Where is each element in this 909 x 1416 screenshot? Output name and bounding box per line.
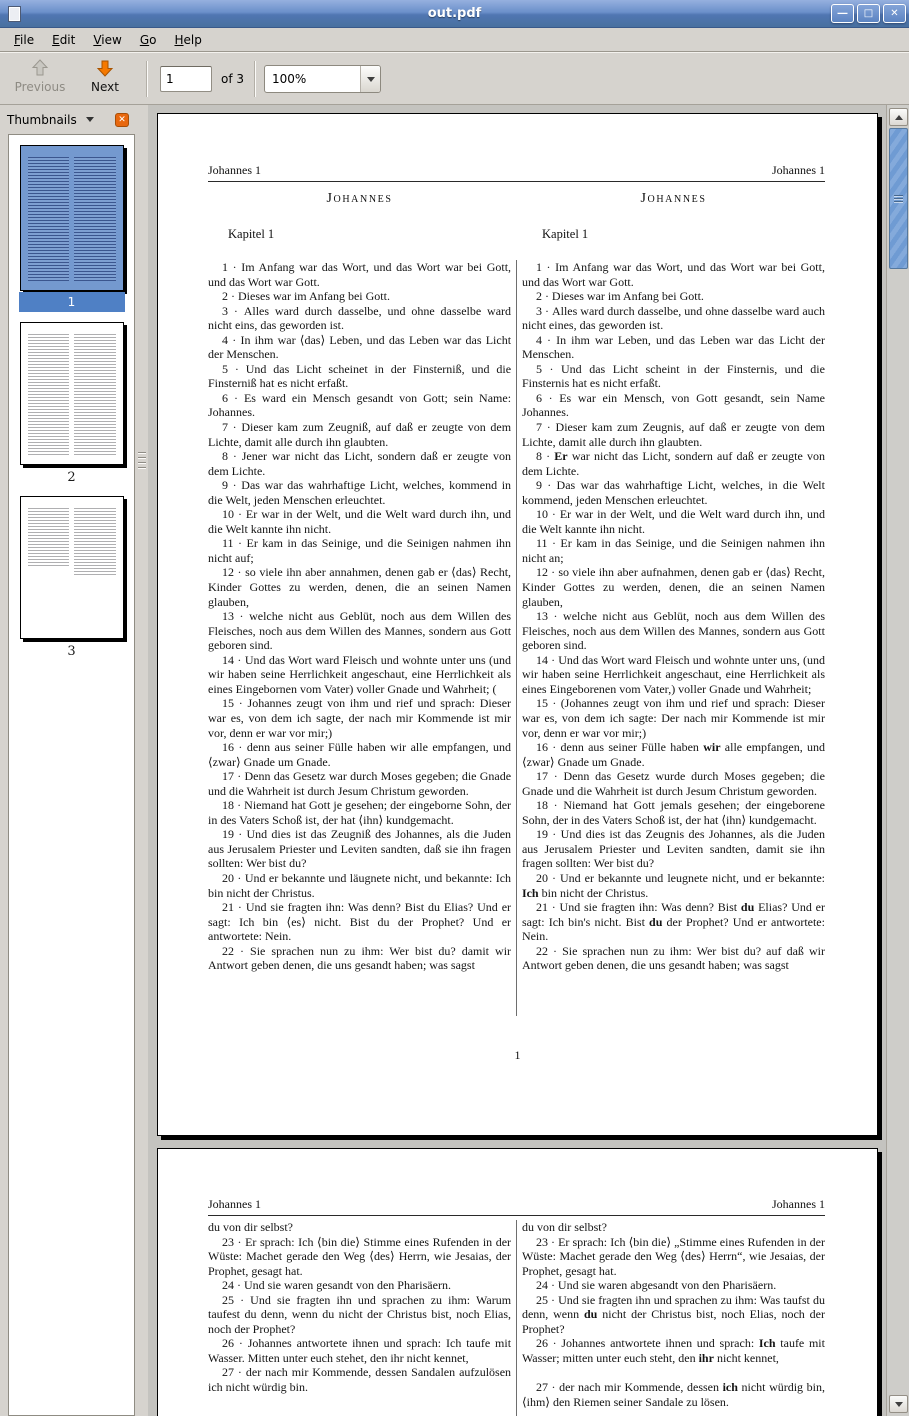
verse-5: 5 · Und das Licht scheinet in der Finsterniß, und die Finsterniß hat es nicht erfaßt.: [208, 361, 512, 391]
sidebar: [0, 104, 136, 1416]
toolbar: [0, 53, 909, 104]
menu-item-edit[interactable]: Edit: [52, 32, 76, 47]
verse-14: 14 · Und das Wort ward Fleisch und wohnte unter uns, (und wir haben seine Herrlichkeit angeschaut, eine Herrlichkeit als eines Eingeborenen vom Vater,) voller Gnade und Wahrheit;: [521, 652, 825, 696]
verse-1: 1 · Im Anfang war das Wort, und das Wort war bei Gott, und das Wort war Gott.: [521, 260, 825, 289]
scrollbar-thumb[interactable]: [889, 128, 908, 269]
verse-22: 22 · Sie sprachen nun zu ihm: Wer bist du? auf daß wir Antwort geben denen, die uns gesandt haben; was sagst: [521, 943, 825, 973]
menu-item-help[interactable]: Help: [174, 32, 202, 47]
previous-arrow-icon: [30, 58, 50, 78]
verse-continuation: du von dir selbst?: [208, 1220, 293, 1234]
verse-10: 10 · Er war in der Welt, und die Welt ward durch ihn, und die Welt kannte ihn nicht.: [521, 507, 825, 536]
page2-column-right: [522, 1220, 825, 1416]
verse-20: 20 · Und er bekannte und leugnete nicht, und er bekannte: Ich bin nicht der Christus.: [521, 870, 825, 900]
page1-column-left: [208, 260, 511, 1016]
previous-label: Previous: [14, 80, 66, 94]
verse-16: 16 · denn aus seiner Fülle haben wir alle empfangen, und ⟨zwar⟩ Gnade um Gnade.: [208, 740, 512, 769]
verse-3: 3 · Alles ward durch dasselbe, und ohne dasselbe ward auch nicht eines, das geworden ist.: [521, 303, 825, 333]
verse-24: 24 · Und sie waren gesandt von den Pharisäern.: [222, 1278, 451, 1293]
verse-21: 21 · Und sie fragten ihn: Was denn? Bist du Elias? Und er sagt: Ich bin's nicht. Bist du der Prophet? Und er antwortete: Nein.: [521, 900, 825, 944]
page-number-footer: 1: [514, 1048, 521, 1062]
verse-6: 6 · Es war ein Mensch, von Gott gesandt, sein Name Johannes.: [521, 390, 825, 420]
verse-3: 3 · Alles ward durch dasselbe, und ohne dasselbe ward nicht eins, das geworden ist.: [208, 303, 512, 333]
verse-7: 7 · Dieser kam zum Zeugniß, auf daß er zeugte von dem Lichte, damit alle durch ihn glaubten.: [208, 420, 512, 449]
verse-18: 18 · Niemand hat Gott je gesehen; der eingeborne Sohn, der in des Vaters Schoß ist, der hat ⟨ihn⟩ kundgemacht.: [208, 798, 512, 827]
verse-17: 17 · Denn das Gesetz wurde durch Moses gegeben; die Gnade und die Wahrheit ist durch Jesum Christum geworden.: [521, 769, 825, 798]
verse-8: 8 · Jener war nicht das Licht, sondern daß er zeugte von dem Lichte.: [208, 449, 512, 478]
verse-4: 4 · In ihm war ⟨das⟩ Leben, und das Leben war das Licht der Menschen.: [208, 332, 512, 362]
arrow-up-icon: [895, 115, 903, 120]
verse-25: 25 · Und sie fragten ihn und sprachen zu ihm: Warum taufest du denn, wenn du nicht der Christus bist, noch Elias, noch der Prophet?: [208, 1292, 512, 1336]
verse-19: 19 · Und dies ist das Zeugniß des Johannes, als die Juden aus Jerusalem Priester und Leviten sandten, daß sie ihn fragen sollten: Wer bist du?: [208, 827, 512, 871]
verse-5: 5 · Und das Licht scheint in der Finsternis, und die Finsternis hat es nicht erfaßt.: [521, 361, 825, 391]
page-count-label: of 3: [221, 72, 245, 86]
verse-7: 7 · Dieser kam zum Zeugnis, auf daß er zeugte von dem Lichte, damit alle durch ihn glaubten.: [521, 420, 825, 449]
menu-item-view[interactable]: View: [93, 32, 122, 47]
splitter-grip-icon: [138, 452, 146, 468]
page2-column-left: [208, 1220, 511, 1416]
scroll-down-button[interactable]: [889, 1395, 908, 1413]
chevron-down-icon[interactable]: [86, 117, 94, 122]
verse-18: 18 · Niemand hat Gott jemals gesehen; der eingeborene Sohn, der in des Vaters Schoß ist, der hat ⟨ihn⟩ kundgemacht.: [521, 798, 825, 827]
minimize-button[interactable]: ―: [831, 4, 854, 23]
thumbnail-label-1: 1: [19, 292, 125, 312]
next-arrow-icon: [95, 58, 115, 78]
arrow-down-icon: [895, 1402, 903, 1407]
verse-20: 20 · Und er bekannte und läugnete nicht, und bekannte: Ich bin nicht der Christus.: [208, 870, 512, 900]
chevron-down-icon: [367, 77, 375, 82]
verse-13: 13 · welche nicht aus Geblüt, noch aus dem Willen des Fleisches, noch aus dem Willen des Mannes, sondern aus Gott geboren sind.: [521, 609, 825, 653]
verse-11: 11 · Er kam in das Seinige, und die Seinigen nahmen ihn nicht auf;: [208, 536, 512, 565]
verse-21: 21 · Und sie fragten ihn: Was denn? Bist du Elias? Und er sagt: Ich bin ⟨es⟩ nicht. Bist du der Prophet? Und er antwortete: Nein.: [208, 900, 512, 944]
running-header-left: Johannes 1: [208, 1197, 261, 1211]
next-label: Next: [91, 80, 119, 94]
running-header-right: Johannes 1: [772, 1197, 825, 1211]
menu-item-file[interactable]: File: [14, 32, 35, 47]
scrollbar-grip-icon: [894, 195, 903, 196]
scroll-up-button[interactable]: [889, 108, 908, 126]
verse-15: 15 · Johannes zeugt von ihm und rief und sprach: Dieser war es, von dem ich sagte, der nach mir Kommende ist mir vor, denn er war vor mir;): [208, 696, 512, 740]
book-title-right: Johannes: [640, 191, 707, 206]
verse-12: 12 · so viele ihn aber aufnahmen, denen gab er ⟨das⟩ Recht, Kinder Gottes zu werden, denen, die an seinen Namen glauben,: [521, 565, 825, 609]
toolbar-separator: [146, 61, 148, 97]
thumbnail-item-3[interactable]: [20, 496, 124, 660]
zoom-dropdown-button[interactable]: [360, 66, 380, 92]
previous-button: [8, 58, 72, 94]
menu-item-go[interactable]: Go: [139, 32, 157, 47]
verse-24: 24 · Und sie waren abgesandt von den Pharisäern.: [535, 1278, 777, 1293]
book-title-left: Johannes: [326, 191, 393, 206]
page1-column-right: [522, 260, 825, 1016]
next-button[interactable]: [80, 58, 130, 94]
header-rule: [208, 1215, 825, 1216]
titlebar: [0, 0, 909, 28]
verse-17: 17 · Denn das Gesetz war durch Moses gegeben; die Gnade und die Wahrheit ist durch Jesum Christum geworden.: [208, 769, 512, 798]
vertical-scrollbar[interactable]: [886, 104, 909, 1416]
sidebar-header: [0, 105, 136, 134]
verse-10: 10 · Er war in der Welt, und die Welt ward durch ihn, und die Welt kannte ihn nicht.: [208, 507, 512, 536]
thumbnail-page-2[interactable]: [20, 322, 124, 465]
verse-23: 23 · Er sprach: Ich ⟨bin die⟩ Stimme eines Rufenden in der Wüste: Machet gerade den Weg ⟨des⟩ Herrn, wie Jesaias, der Prophet, gesagt hat.: [208, 1234, 512, 1278]
pdf-page-2: [157, 1148, 878, 1416]
verse-27: 27 · der nach mir Kommende, dessen ich nicht würdig bin, ⟨ihm⟩ den Riemen seiner Sandale zu lösen.: [521, 1380, 825, 1409]
verse-2: 2 · Dieses war im Anfang bei Gott.: [535, 289, 704, 304]
verse-1: 1 · Im Anfang war das Wort, und das Wort war bei Gott, und das Wort war Gott.: [208, 260, 512, 289]
verse-23: 23 · Er sprach: Ich ⟨bin die⟩ „Stimme eines Rufenden in der Wüste: Machet gerade den Weg ⟨des⟩ Herrn“, wie Jesaias, der Prophet, gesagt hat.: [521, 1234, 825, 1278]
verse-14: 14 · Und das Wort ward Fleisch und wohnte unter uns (und wir haben seine Herrlichkeit angeschaut, eine Herrlichkeit als eines Eingebornen vom Vater) voller Gnade und Wahrheit; (: [208, 652, 512, 696]
verse-4: 4 · In ihm war Leben, und das Leben war das Licht der Menschen.: [521, 332, 825, 362]
verse-15: 15 · (Johannes zeugt von ihm und rief und sprach: Dieser war es, von dem ich sagte: Der nach mir Kommende ist mir vor, denn er war vor mir;): [521, 696, 825, 740]
verse-27: 27 · der nach mir Kommende, dessen Sandalen aufzulösen ich nicht würdig bin.: [208, 1365, 512, 1395]
verse-8: 8 · Er war nicht das Licht, sondern auf daß er zeugte von dem Lichte.: [521, 449, 825, 478]
verse-16: 16 · denn aus seiner Fülle haben wir alle empfangen, und ⟨zwar⟩ Gnade um Gnade.: [521, 740, 825, 769]
running-header-left: Johannes 1: [208, 163, 261, 177]
verse-11: 11 · Er kam in das Seinige, und die Seinigen nahmen ihn nicht an;: [521, 536, 825, 565]
zoom-value: 100%: [272, 72, 307, 86]
zoom-select[interactable]: [264, 65, 381, 93]
chapter-heading-right: Kapitel 1: [542, 227, 589, 241]
thumbnail-label-2: 2: [67, 469, 76, 485]
verse-26: 26 · Johannes antwortete ihnen und sprach: Ich taufe mit Wasser. Mitten unter euch stehet, den ihr nicht kennet,: [208, 1336, 512, 1365]
verse-continuation: du von dir selbst?: [521, 1220, 607, 1234]
header-rule: [208, 181, 825, 182]
verse-12: 12 · so viele ihn aber annahmen, denen gab er ⟨das⟩ Recht, Kinder Gottes zu werden, denen, die an seinen Namen glauben,: [208, 565, 512, 609]
thumbnail-page-1[interactable]: [20, 145, 124, 291]
thumbnail-item-1[interactable]: [19, 145, 125, 312]
verse-13: 13 · welche nicht aus Geblüt, noch aus dem Willen des Fleisches, noch aus dem Willen des Mannes, sondern aus Gott geboren sind.: [208, 609, 512, 653]
verse-22: 22 · Sie sprachen nun zu ihm: Wer bist du? damit wir Antwort geben denen, die uns gesandt haben; was sagst: [208, 943, 512, 973]
thumbnail-label-3: 3: [67, 643, 76, 659]
verse-19: 19 · Und dies ist das Zeugnis des Johannes, als die Juden aus Jerusalem Priester und Leviten sandten, damit sie ihn fragen sollten: Wer bist du?: [521, 827, 825, 871]
column-divider: [511, 260, 522, 1016]
maximize-button[interactable]: □: [857, 4, 880, 23]
menubar: [0, 28, 909, 52]
page-number-input[interactable]: [160, 66, 212, 92]
chapter-heading-left: Kapitel 1: [228, 227, 275, 241]
verse-6: 6 · Es ward ein Mensch gesandt von Gott; sein Name: Johannes.: [208, 390, 512, 420]
window-title: out.pdf: [427, 6, 482, 21]
verse-26: 26 · Johannes antwortete ihnen und sprach: Ich taufe mit Wasser; mitten unter euch steht, den ihr nicht kennet,: [521, 1336, 825, 1365]
verse-25: 25 · Und sie fragten ihn und sprachen zu ihm: Was taufst du denn, wenn du nicht der Christus bist, noch Elias, noch der Prophet?: [521, 1292, 825, 1336]
pdf-page-1: [157, 113, 878, 1136]
thumbnail-list: [8, 134, 135, 1416]
verse-9: 9 · Das war das wahrhaftige Licht, welches, in die Welt kommend, jeden Menschen erleuchtet.: [521, 478, 825, 507]
pane-splitter[interactable]: [136, 104, 148, 1416]
toolbar-separator: [254, 61, 256, 97]
sidebar-title[interactable]: Thumbnails: [7, 112, 77, 127]
close-button[interactable]: ✕: [883, 4, 906, 23]
verse-2: 2 · Dieses war im Anfang bei Gott.: [222, 289, 390, 304]
document-view[interactable]: [148, 104, 886, 1416]
thumbnail-page-3[interactable]: [20, 496, 124, 639]
running-header-right: Johannes 1: [772, 163, 825, 177]
sidebar-close-button[interactable]: ✕: [115, 113, 129, 127]
column-divider: [511, 1220, 522, 1416]
verse-9: 9 · Das war das wahrhaftige Licht, welches, kommend in die Welt, jeden Menschen erleuchtet.: [208, 478, 512, 507]
thumbnail-item-2[interactable]: [20, 322, 124, 486]
